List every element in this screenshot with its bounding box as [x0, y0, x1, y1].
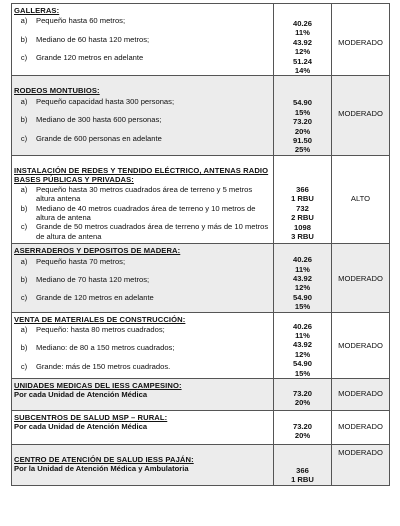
section-row-subcentros [12, 410, 390, 444]
section-values: 73.20 20% [274, 410, 332, 444]
risk-level: MODERADO [332, 4, 390, 76]
section-values: 54.90 15% 73.20 20% 91.50 25% [274, 76, 332, 155]
list-item: b) Mediano: de 80 a 150 metros cuadrados; [20, 343, 175, 353]
section-description [12, 444, 274, 486]
risk-level: MODERADO [332, 444, 390, 486]
section-row-galleras [12, 4, 390, 76]
risk-level: ALTO [332, 155, 390, 243]
list-item: c) Grande de 600 personas en adelante [20, 133, 162, 143]
list-item: b) Mediano de 300 hasta 600 personas; [20, 115, 162, 125]
section-title: SUBCENTROS DE SALUD MSP – RURAL: [14, 412, 168, 422]
section-description [12, 379, 274, 411]
section-title: VENTA DE MATERIALES DE CONSTRUCCIÓN: [14, 314, 186, 324]
list-item: a) Pequeño capacidad hasta 300 personas; [20, 96, 175, 106]
risk-level: MODERADO [332, 379, 390, 411]
section-row-centro-atencion [12, 444, 390, 486]
list-item: a) Pequeño hasta 70 metros; [20, 256, 126, 266]
section-row-instalacion [12, 155, 390, 243]
section-description [12, 155, 274, 243]
section-description [12, 312, 274, 378]
tariff-table [11, 3, 390, 486]
list-item: b) Mediano de 40 metros cuadrados área de terreno y 10 metros de altura de antena [20, 203, 256, 222]
list-item: a) Pequeño: hasta 80 metros cuadrados; [20, 324, 165, 334]
section-subtitle: Por cada Unidad de Atención Médica [14, 390, 148, 400]
list-item: c) Grande de 120 metros en adelante [20, 293, 154, 303]
risk-level: MODERADO [332, 244, 390, 312]
list-item: c) Grande 120 metros en adelante [20, 53, 144, 63]
list-item: a) Pequeño hasta 30 metros cuadrados área de terreno y 5 metros altura antena [20, 184, 253, 204]
section-values: 366 1 RBU [274, 444, 332, 486]
section-row-rodeos [12, 76, 390, 155]
section-values: 40.26 11% 43.92 12% 51.24 14% [274, 4, 332, 76]
section-values: 40.26 11% 43.92 12% 54.90 15% [274, 244, 332, 312]
list-item: a) Pequeño hasta 60 metros; [20, 16, 126, 26]
section-subtitle: Por cada Unidad de Atención Médica [14, 422, 148, 432]
section-row-unidades-medicas [12, 379, 390, 411]
section-row-aserraderos [12, 244, 390, 312]
list-item: b) Mediano de 70 hasta 120 metros; [20, 274, 150, 284]
risk-level: MODERADO [332, 312, 390, 378]
risk-level: MODERADO [332, 76, 390, 155]
section-title: ASERRADEROS Y DEPOSITOS DE MADERA: [14, 246, 181, 256]
section-description [12, 76, 274, 155]
list-item: c) Grande de 50 metros cuadrados área de terreno y más de 10 metros de altura de antena [20, 222, 269, 241]
section-title: INSTALACIÓN DE REDES Y TENDIDO ELÉCTRICO, ANTENAS RADIO BASES PÚBLICAS Y PRIVADAS: [14, 165, 269, 185]
section-title: GALLERAS: [14, 6, 60, 15]
section-subtitle: Por la Unidad de Atención Médica y Ambulatoria [14, 464, 189, 474]
section-row-venta-materiales [12, 312, 390, 378]
section-values: 366 1 RBU 732 2 RBU 1098 3 RBU [274, 155, 332, 243]
section-title: UNIDADES MEDICAS DEL IESS CAMPESINO: [14, 381, 182, 390]
section-description [12, 244, 274, 312]
section-description [12, 4, 274, 76]
list-item: b) Mediano de 60 hasta 120 metros; [20, 34, 150, 44]
section-title: RODEOS MONTUBIOS: [14, 86, 100, 96]
list-item: c) Grande: más de 150 metros cuadrados. [20, 361, 171, 371]
section-values: 73.20 20% [274, 379, 332, 411]
section-description [12, 410, 274, 444]
section-values: 40.26 11% 43.92 12% 54.90 15% [274, 312, 332, 378]
section-title: CENTRO DE ATENCIÓN DE SALUD IESS PAJÁN: [14, 454, 194, 464]
risk-level: MODERADO [332, 410, 390, 444]
